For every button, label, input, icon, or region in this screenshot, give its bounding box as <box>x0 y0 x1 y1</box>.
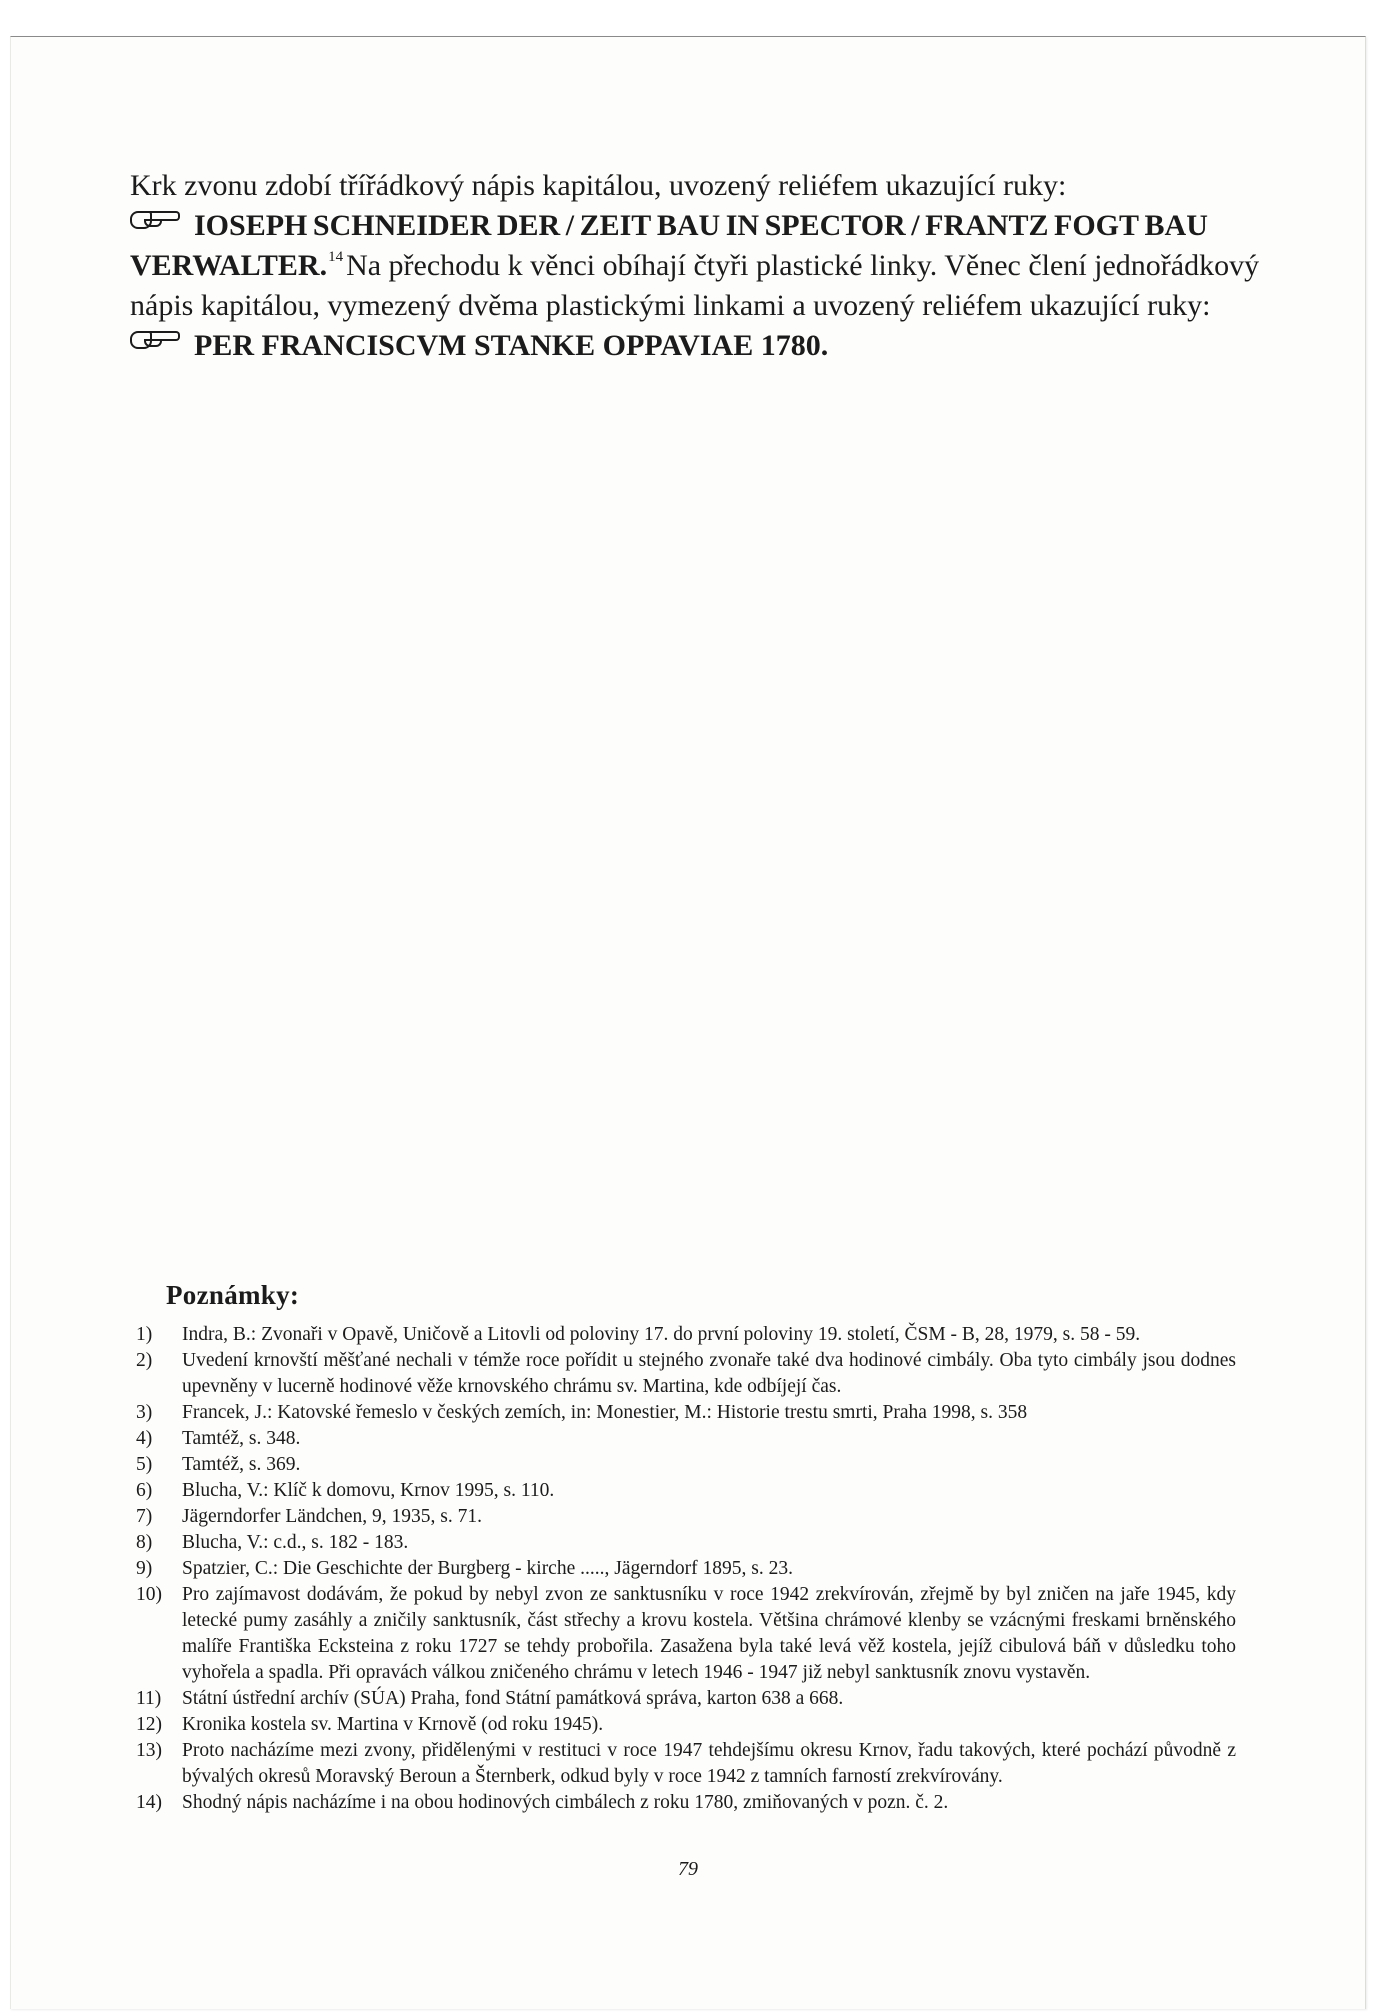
note-number: 8) <box>136 1532 153 1553</box>
note-number: 12) <box>136 1714 162 1735</box>
note-number: 11) <box>136 1688 162 1709</box>
note-item <box>130 1738 1240 1790</box>
note-text: Jägerndorfer Ländchen, 9, 1935, s. 71. <box>182 1506 482 1527</box>
notes-heading: Poznámky: <box>166 1280 300 1310</box>
body-line-5 <box>130 326 1208 366</box>
note-text: Státní ústřední archív (SÚA) Praha, fond Státní památková správa, karton 638 a 668. <box>182 1688 844 1709</box>
body-line-3-lead <box>130 246 346 286</box>
note-number: 6) <box>136 1480 153 1501</box>
note-item <box>130 1452 1240 1478</box>
pointing-hand-icon <box>130 327 180 349</box>
note-number: 7) <box>136 1506 153 1527</box>
note-text: Uvedení krnovští měšťané nechali v témže roce pořídit u stejného zvonaře také dva hodinové cimbály. Oba tyto cimbály jsou dodnes upevněny v lucerně hodinové věže krnovského chrámu sv. Martina, kde odbíjejí čas. <box>182 1350 1236 1397</box>
note-text: Indra, B.: Zvonaři v Opavě, Uničově a Litovli od poloviny 17. do první poloviny 19. století, ČSM - B, 28, 1979, s. 58 - 59. <box>182 1324 1141 1345</box>
note-item <box>130 1686 1240 1712</box>
note-item <box>130 1556 1240 1582</box>
note-item <box>130 1790 1240 1816</box>
note-text: Francek, J.: Katovské řemeslo v českých zemích, in: Monestier, M.: Historie trestu smrti, Praha 1998, s. 358 <box>182 1402 1028 1423</box>
note-number: 2) <box>136 1350 153 1371</box>
note-text: Tamtéž, s. 369. <box>182 1454 301 1475</box>
body-line-4 <box>130 286 1211 326</box>
note-text: Kronika kostela sv. Martina v Krnově (od roku 1945). <box>182 1714 604 1735</box>
note-item <box>130 1400 1240 1426</box>
note-item <box>130 1530 1240 1556</box>
note-number: 10) <box>136 1584 162 1605</box>
body-line-4-text: nápis kapitálou, vymezený dvěma plastickými linkami a uvozený reliéfem ukazující ruky: <box>130 289 1211 322</box>
note-item <box>130 1426 1240 1452</box>
inscription-neck-end: VERWALTER. <box>130 249 328 282</box>
note-text: Blucha, V.: Klíč k domovu, Krnov 1995, s. 110. <box>182 1480 555 1501</box>
inscription-neck-text: IOSEPH SCHNEIDER DER / ZEIT BAU IN SPECTOR / FRANTZ FOGT BAU <box>194 209 1208 242</box>
note-item <box>130 1322 1240 1348</box>
note-item <box>130 1348 1240 1400</box>
body-line-3 <box>130 246 1260 286</box>
note-number: 9) <box>136 1558 153 1579</box>
note-number: 4) <box>136 1428 153 1449</box>
note-text: Tamtéž, s. 348. <box>182 1428 301 1449</box>
note-number: 13) <box>136 1740 162 1761</box>
note-item <box>130 1712 1240 1738</box>
page-number: 79 <box>678 1858 698 1880</box>
inscription-neck <box>130 206 1208 246</box>
note-text: Shodný nápis nacházíme i na obou hodinových cimbálech z roku 1780, zmiňovaných v pozn. č. 2. <box>182 1792 949 1813</box>
note-text: Spatzier, C.: Die Geschichte der Burgberg - kirche ....., Jägerndorf 1895, s. 23. <box>182 1558 793 1579</box>
pointing-hand-icon <box>130 207 180 229</box>
body-line-2 <box>130 206 1208 246</box>
note-item <box>130 1478 1240 1504</box>
inscription-rim: PER FRANCISCVM STANKE OPPAVIAE 1780. <box>194 329 829 362</box>
note-text: Pro zajímavost dodávám, že pokud by nebyl zvon ze sanktusníku v roce 1942 zrekvírován, zřejmě by byl zničen na jaře 1945, kdy letecké pumy zasáhly a zničily sanktusník, část střechy a krovu kostela. Většina chrámové klenby se vzácnými freskami brněnského malíře Františka Ecksteina z roku 1727 se tehdy probořila. Zasažena byla také levá věž kostela, jejíž cibulová báň v důsledku toho vyhořela a spadla. Při opravách válkou zničeného chrámu v letech 1946 - 1947 již nebyl sanktusník znovu vystavěn. <box>182 1584 1236 1683</box>
note-text: Blucha, V.: c.d., s. 182 - 183. <box>182 1532 409 1553</box>
note-item <box>130 1582 1240 1686</box>
notes-list <box>130 1322 1240 1816</box>
note-number: 1) <box>136 1324 153 1345</box>
footnote-ref-14: 14 <box>328 249 344 265</box>
body-line-1-text: Krk zvonu zdobí třířádkový nápis kapitálou, uvozený reliéfem ukazující ruky: <box>130 169 1067 202</box>
note-text: Proto nacházíme mezi zvony, přidělenými v restituci v roce 1947 tehdejšímu okresu Krnov, řadu takových, které pochází původně z bývalých okresů Moravský Beroun a Šternberk, odkud byly v roce 1942 z tamních farností zrekvírovány. <box>182 1740 1236 1787</box>
note-number: 3) <box>136 1402 153 1423</box>
note-item <box>130 1504 1240 1530</box>
body-paragraph <box>130 166 1260 366</box>
note-number: 5) <box>136 1454 153 1475</box>
body-line-3-text: Na přechodu k věnci obíhají čtyři plastické linky. Věnec člení jednořádkový <box>346 249 1260 282</box>
note-number: 14) <box>136 1792 162 1813</box>
body-line-1 <box>130 166 1208 206</box>
